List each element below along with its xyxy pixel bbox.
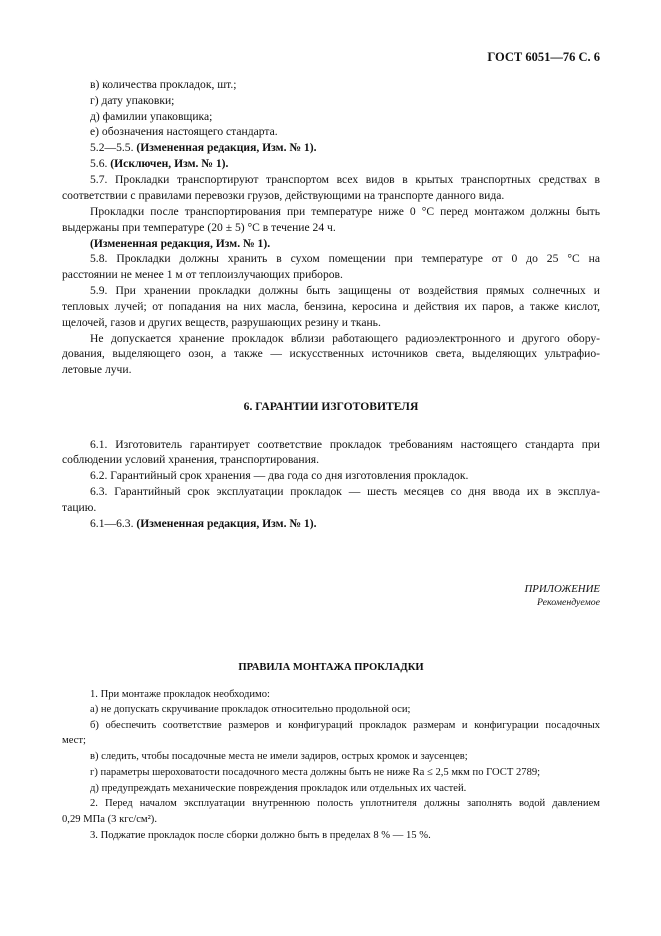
line-text: выдержаны при температуре (20 ± 5) °С в течение 24 ч. [62, 221, 336, 234]
text-line [90, 237, 270, 251]
line-text: дования, выделяющего озон, а также — искусственных источников света, выделяющих ультрафио- [62, 347, 600, 360]
text-line [90, 766, 540, 780]
line-text: Не допускается хранение прокладок вблизи работающего радиоэлектронного и другого обору- [90, 332, 600, 345]
text-line [90, 829, 431, 843]
text-line [62, 453, 319, 467]
line-text: в) количества прокладок, шт.; [90, 78, 237, 91]
line-text: 2. Перед началом эксплуатации внутреннюю полость уплотнителя должны заполнять водой давлением [90, 798, 600, 809]
line-text: 1. При монтаже прокладок необходимо: [90, 689, 270, 700]
text-line [62, 300, 600, 314]
line-text: 6.2. Гарантийный срок хранения — два года со дня изготовления прокладок. [90, 469, 469, 482]
text-line [62, 173, 600, 187]
line-text: Прокладки после транспортирования при температуре ниже 0 °С перед монтажом должны быть [90, 205, 600, 218]
text-line [62, 284, 600, 298]
line-text: г) дату упаковки; [90, 94, 175, 107]
text-line [90, 782, 466, 796]
line-text: 3. Поджатие прокладок после сборки должно быть в пределах 8 % — 15 %. [90, 830, 431, 841]
line-text: тепловых лучей; от попадания на них масла, бензина, керосина и действия их паров, а также кислот, [62, 300, 600, 313]
appendix-sublabel: Рекомендуемое [537, 597, 600, 608]
text-line [90, 125, 278, 139]
text-line [62, 268, 343, 282]
text-line [62, 205, 600, 219]
bold-text: (Измененная редакция, Изм. № 1). [136, 517, 317, 530]
text-line [62, 221, 336, 235]
text-line [62, 797, 600, 811]
line-text: 6.1—6.3. [90, 517, 137, 530]
line-text: е) обозначения настоящего стандарта. [90, 125, 278, 138]
line-text: мест; [62, 735, 86, 746]
line-text: тацию. [62, 501, 97, 514]
line-text: д) предупреждать механические повреждения прокладок или отдельных их частей. [90, 783, 467, 794]
text-line [62, 332, 600, 346]
line-text: г) параметры шероховатости посадочного места должны быть не ниже Ra ≤ 2,5 мкм по ГОСТ 2789; [90, 767, 541, 778]
line-text: 5.8. Прокладки должны хранить в сухом помещении при температуре от 0 до 25 °С на [90, 252, 600, 265]
text-line [62, 189, 504, 203]
text-line [90, 94, 174, 108]
line-text: в) следить, чтобы посадочные места не имели задиров, острых кромок и заусенцев; [90, 751, 468, 762]
line-text: д) фамилии упаковщика; [90, 110, 213, 123]
bold-text: ПРАВИЛА МОНТАЖА ПРОКЛАДКИ [238, 662, 424, 673]
text-line [90, 469, 468, 483]
text-line [62, 485, 600, 499]
text-line [62, 316, 381, 330]
bold-text: (Измененная редакция, Изм. № 1). [90, 237, 271, 250]
text-line [90, 703, 410, 717]
bold-text: (Исключен, Изм. № 1). [110, 157, 229, 170]
line-text: соответствии с правилами перевозки грузов, действующими на транспорте данного вида. [62, 189, 505, 202]
text-line [62, 438, 600, 452]
section-heading [62, 400, 600, 414]
line-text: 6.1. Изготовитель гарантирует соответствие прокладок требованиям настоящего стандарта при [90, 438, 600, 451]
bold-text: 6. ГАРАНТИИ ИЗГОТОВИТЕЛЯ [243, 400, 419, 413]
line-text: соблюдении условий хранения, транспортирования. [62, 453, 320, 466]
line-text: расстоянии не менее 1 м от теплоизлучающих приборов. [62, 268, 343, 281]
text-line [90, 78, 236, 92]
text-line [62, 501, 96, 515]
line-text: а) не допускать скручивание прокладок относительно продольной оси; [90, 704, 411, 715]
line-text: 5.2—5.5. [90, 141, 137, 154]
line-text: 5.7. Прокладки транспортируют транспортом всех видов в крытых транспортных средствах в [90, 173, 600, 186]
page-header: ГОСТ 6051—76 С. 6 [487, 50, 600, 64]
appendix-label: ПРИЛОЖЕНИЕ [524, 583, 600, 595]
text-line [90, 157, 228, 171]
text-line [62, 363, 131, 377]
line-text: 5.9. При хранении прокладки должны быть защищены от воздействия прямых солнечных и [90, 284, 600, 297]
text-line [62, 813, 157, 827]
text-line [90, 688, 270, 702]
text-line [62, 252, 600, 266]
text-line [90, 110, 212, 124]
text-line [90, 141, 316, 155]
line-text: б) обеспечить соответствие размеров и конфигураций прокладок размерам и конфигурации посадочных [90, 720, 600, 731]
section-heading [62, 661, 600, 675]
text-line [62, 719, 600, 733]
text-line [62, 347, 600, 361]
bold-text: (Измененная редакция, Изм. № 1). [136, 141, 317, 154]
line-text: 5.6. [90, 157, 111, 170]
line-text: щелочей, газов и других веществ, разрушающих резину и ткань. [62, 316, 381, 329]
line-text: летовые лучи. [62, 363, 132, 376]
text-line [90, 750, 468, 764]
line-text: 0,29 МПа (3 кгс/см²). [62, 814, 157, 825]
text-line [62, 734, 86, 748]
line-text: 6.3. Гарантийный срок эксплуатации прокладок — шесть месяцев со дня ввода их в эксплуа- [90, 485, 600, 498]
text-line [90, 517, 316, 531]
